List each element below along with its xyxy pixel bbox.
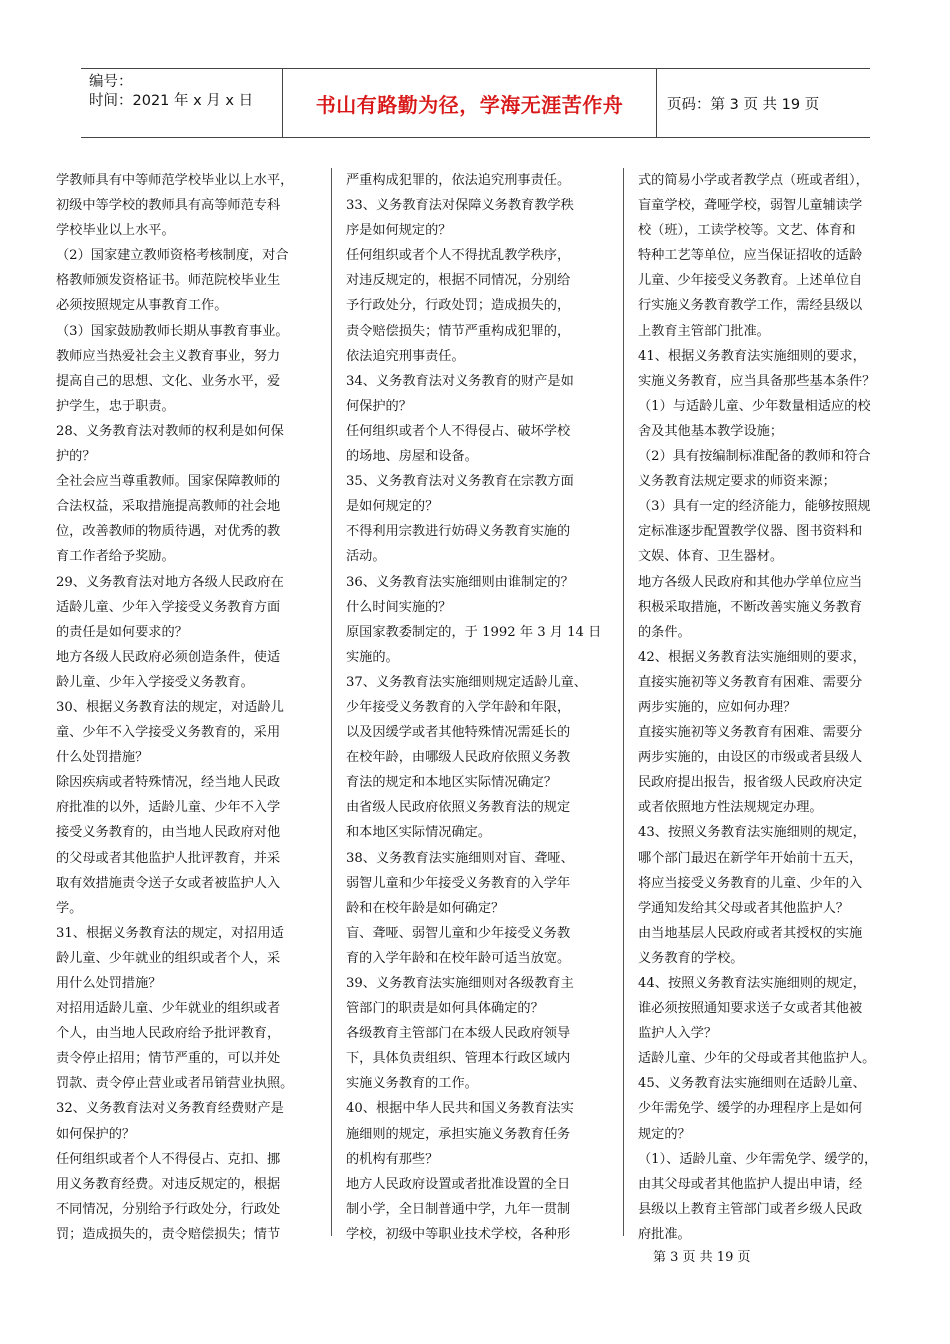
text-line: 府批准的以外，适龄儿童、少年不入学: [56, 800, 281, 816]
text-line: 34、义务教育法对义务教育的财产是如: [346, 373, 574, 389]
text-line: 的机构有那些？: [346, 1151, 439, 1167]
text-line: 接受义务教育的，由当地人民政府对他: [56, 825, 281, 841]
text-line: 全社会应当尊重教师。国家保障教师的: [56, 474, 281, 490]
text-line: 上教育主管部门批准。: [638, 323, 770, 339]
text-line: 县级以上教育主管部门或者乡级人民政: [638, 1201, 863, 1217]
text-line: 序是如何规定的？: [346, 223, 452, 239]
text-line: 规定的？: [638, 1126, 691, 1142]
text-line: 的条件。: [638, 624, 691, 640]
text-line: （2）国家建立教师资格考核制度，对合: [56, 248, 289, 264]
text-line: 行实施义务教育教学工作，需经县级以: [638, 298, 863, 314]
text-line: 义务教育法规定要求的师资来源；: [638, 474, 836, 490]
text-line: 责令停止招用；情节严重的，可以并处: [56, 1051, 281, 1067]
document-number-label: 编号：: [89, 74, 133, 90]
header-meta-cell: [81, 69, 283, 137]
text-line: 不得利用宗教进行妨碍义务教育实施的: [346, 524, 571, 540]
text-line: 除因疾病或者特殊情况，经当地人民政: [56, 775, 281, 791]
text-line: 校（班），工读学校等。文艺、体育和: [638, 223, 856, 239]
text-column-3: [638, 168, 904, 1247]
text-line: 和本地区实际情况确定。: [346, 825, 492, 841]
text-line: （1）与适龄儿童、少年数量相适应的校: [638, 398, 871, 414]
text-line: 格教师颁发资格证书。师范院校毕业生: [56, 273, 281, 289]
text-line: 育的入学年龄和在校年龄可适当放宽。: [346, 950, 571, 966]
text-line: 任何组织或者个人不得扰乱教学秩序，: [346, 248, 571, 264]
text-line: 的场地、房屋和设备。: [346, 449, 478, 465]
text-line: 学。: [56, 900, 83, 916]
text-line: 予行政处分，行政处罚；造成损失的，: [346, 298, 571, 314]
column-divider: [331, 168, 332, 1236]
text-line: 民政府提出报告，报省级人民政府决定: [638, 775, 863, 791]
text-line: 对招用适龄儿童、少年就业的组织或者: [56, 1001, 281, 1017]
header-page-cell: [657, 69, 870, 137]
text-line: 30、根据义务教育法的规定，对适龄儿: [56, 699, 284, 715]
text-line: 初级中等学校的教师具有高等师范专科: [56, 198, 281, 214]
text-line: 式的简易小学或者教学点（班或者组），: [638, 173, 869, 188]
text-line: 府批准。: [638, 1226, 691, 1242]
text-line: （1）、适龄儿童、少年需免学、缓学的，: [638, 1151, 878, 1167]
text-line: 实施义务教育的工作。: [346, 1076, 478, 1092]
text-line: 不同情况，分别给予行政处分，行政处: [56, 1201, 281, 1217]
text-line: 28、义务教育法对教师的权利是如何保: [56, 423, 284, 439]
header-page-number: 页码：第 3 页 共 19 页: [667, 96, 820, 113]
text-line: 如何保护的？: [56, 1126, 136, 1142]
text-line: 学校毕业以上水平。: [56, 223, 175, 239]
text-line: 龄和在校年龄是如何确定？: [346, 900, 505, 916]
text-line: 学校，初级中等职业技术学校，各种形: [346, 1226, 571, 1242]
text-line: 合法权益，采取措施提高教师的社会地: [56, 499, 281, 515]
text-line: 施细则的规定，承担实施义务教育任务: [346, 1126, 571, 1142]
text-line: 教师应当热爱社会主义教育事业，努力: [56, 348, 281, 364]
text-line: 对违反规定的，根据不同情况，分别给: [346, 273, 571, 289]
text-line: 直接实施初等义务教育有困难、需要分: [638, 674, 863, 690]
text-line: 少年接受义务教育的入学年龄和年限，: [346, 699, 571, 715]
text-line: 各级教育主管部门在本级人民政府领导: [346, 1026, 571, 1042]
text-line: 由当地基层人民政府或者其授权的实施: [638, 925, 863, 941]
text-line: 什么时间实施的？: [346, 599, 452, 615]
text-line: 何保护的？: [346, 398, 412, 414]
text-column-2: [346, 168, 606, 1247]
text-line: 罚；造成损失的，责令赔偿损失；情节: [56, 1226, 281, 1242]
text-line: 的责任是如何要求的？: [56, 624, 188, 640]
text-line: 龄儿童、少年就业的组织或者个人，采: [56, 950, 281, 966]
text-line: 取有效措施责令送子女或者被监护人入: [56, 875, 281, 891]
text-line: 直接实施初等义务教育有困难、需要分: [638, 725, 863, 741]
header-motto-cell: [283, 69, 657, 137]
text-line: 用义务教育经费。对违反规定的，根据: [56, 1176, 281, 1192]
text-line: 儿童、少年接受义务教育。上述单位自: [638, 273, 863, 289]
text-line: 用什么处罚措施？: [56, 976, 162, 991]
text-line: 严重构成犯罪的，依法追究刑事责任。: [346, 173, 571, 188]
text-line: 35、义务教育法对义务教育在宗教方面: [346, 474, 574, 490]
text-line: 在校年龄，由哪级人民政府依照义务教: [346, 750, 571, 766]
text-line: 的父母或者其他监护人批评教育，并采: [56, 850, 281, 866]
column-divider: [623, 168, 624, 1236]
text-line: 任何组织或者个人不得侵占、克扣、挪: [56, 1151, 281, 1167]
text-line: 45、义务教育法实施细则在适龄儿童、: [638, 1076, 866, 1092]
text-line: 由其父母或者其他监护人提出申请，经: [638, 1176, 863, 1192]
text-line: 学教师具有中等师范学校毕业以上水平，: [56, 173, 294, 188]
text-line: 36、义务教育法实施细则由谁制定的？: [346, 574, 574, 590]
text-line: 适龄儿童、少年的父母或者其他监护人。: [638, 1051, 876, 1067]
text-line: 弱智儿童和少年接受义务教育的入学年: [346, 875, 571, 891]
text-line: 罚款、责令停止营业或者吊销营业执照。: [56, 1076, 294, 1092]
text-line: 责令赔偿损失；情节严重构成犯罪的，: [346, 323, 571, 339]
text-line: 两步实施的，由设区的市级或者县级人: [638, 750, 863, 766]
text-line: 盲、聋哑、弱智儿童和少年接受义务教: [346, 925, 571, 941]
text-line: 31、根据义务教育法的规定，对招用适: [56, 925, 284, 941]
text-line: 监护人入学？: [638, 1026, 718, 1042]
text-line: 实施的。: [346, 649, 399, 665]
document-date-label: 时间：2021 年 x 月 x 日: [89, 93, 254, 109]
text-line: 谁必须按照通知要求送子女或者其他被: [638, 1001, 863, 1017]
text-line: 必须按照规定从事教育工作。: [56, 298, 228, 314]
text-line: 实施义务教育，应当具备那些基本条件？: [638, 373, 876, 389]
text-line: 适龄儿童、少年入学接受义务教育方面: [56, 599, 281, 615]
page-header: [81, 68, 870, 138]
text-line: 42、根据义务教育法实施细则的要求，: [638, 649, 866, 665]
text-line: 任何组织或者个人不得侵占、破坏学校: [346, 423, 571, 439]
text-line: 文娱、体育、卫生器材。: [638, 549, 784, 565]
text-line: 44、按照义务教育法实施细则的规定，: [638, 976, 866, 991]
text-line: 制小学，全日制普通中学，九年一贯制: [346, 1201, 571, 1217]
header-motto: 书山有路勤为径，学海无涯苦作舟: [315, 92, 624, 117]
text-line: 37、义务教育法实施细则规定适龄儿童、: [346, 674, 587, 690]
text-line: 定标准逐步配置教学仪器、图书资料和: [638, 524, 863, 540]
text-line: 地方各级人民政府必须创造条件，使适: [56, 649, 281, 665]
text-line: 义务教育的学校。: [638, 950, 744, 966]
text-line: 下，具体负责组织、管理本行政区域内: [346, 1051, 571, 1067]
text-line: 依法追究刑事责任。: [346, 348, 465, 364]
text-line: 以及因缓学或者其他特殊情况需延长的: [346, 725, 571, 741]
text-line: 学通知发给其父母或者其他监护人？: [638, 900, 849, 916]
text-line: 个人，由当地人民政府给予批评教育，: [56, 1026, 281, 1042]
text-line: 提高自己的思想、文化、业务水平，爱: [56, 373, 281, 389]
text-line: 哪个部门最迟在新学年开始前十五天，: [638, 850, 863, 866]
text-line: 41、根据义务教育法实施细则的要求，: [638, 348, 866, 364]
text-line: 40、根据中华人民共和国义务教育法实: [346, 1101, 574, 1117]
text-line: 地方人民政府设置或者批准设置的全日: [346, 1176, 571, 1192]
text-line: 特种工艺等单位，应当保证招收的适龄: [638, 248, 863, 264]
text-line: 39、义务教育法实施细则对各级教育主: [346, 976, 574, 991]
text-line: 两步实施的，应如何办理？: [638, 699, 797, 715]
text-column-1: [56, 168, 316, 1247]
text-line: （3）具有一定的经济能力，能够按照规: [638, 499, 871, 515]
text-line: 盲童学校，聋哑学校，弱智儿童辅读学: [638, 198, 863, 214]
text-line: 29、义务教育法对地方各级人民政府在: [56, 574, 284, 590]
text-line: 积极采取措施，不断改善实施义务教育: [638, 599, 863, 615]
text-line: 育法的规定和本地区实际情况确定？: [346, 775, 557, 791]
text-line: 位，改善教师的物质待遇，对优秀的教: [56, 524, 281, 540]
text-line: 或者依照地方性法规规定办理。: [638, 800, 823, 816]
text-line: 舍及其他基本教学设施；: [638, 423, 784, 439]
text-line: （2）具有按编制标准配备的教师和符合: [638, 449, 871, 465]
text-line: 43、按照义务教育法实施细则的规定，: [638, 825, 866, 841]
text-line: 育工作者给予奖励。: [56, 549, 175, 565]
text-line: 38、义务教育法实施细则对盲、聋哑、: [346, 850, 574, 866]
text-line: 地方各级人民政府和其他办学单位应当: [638, 574, 863, 590]
text-line: 32、义务教育法对义务教育经费财产是: [56, 1101, 284, 1117]
text-line: 龄儿童、少年入学接受义务教育。: [56, 674, 254, 690]
text-line: 原国家教委制定的，于 1992 年 3 月 14 日: [346, 624, 602, 640]
text-line: 什么处罚措施？: [56, 750, 149, 766]
text-line: 是如何规定的？: [346, 499, 439, 515]
text-line: 护的？: [56, 449, 96, 465]
text-line: 活动。: [346, 549, 386, 565]
text-line: 童、少年不入学接受义务教育的，采用: [56, 725, 281, 741]
text-line: 由省级人民政府依照义务教育法的规定: [346, 800, 571, 816]
text-line: 少年需免学、缓学的办理程序上是如何: [638, 1101, 863, 1117]
text-line: 33、义务教育法对保障义务教育教学秩: [346, 198, 574, 214]
text-line: 护学生，忠于职责。: [56, 398, 175, 414]
text-line: 管部门的职责是如何具体确定的？: [346, 1001, 544, 1017]
text-line: （3）国家鼓励教师长期从事教育事业。: [56, 323, 289, 339]
footer-page-number: 第 3 页 共 19 页: [653, 1250, 751, 1265]
text-line: 将应当接受义务教育的儿童、少年的入: [638, 875, 863, 891]
